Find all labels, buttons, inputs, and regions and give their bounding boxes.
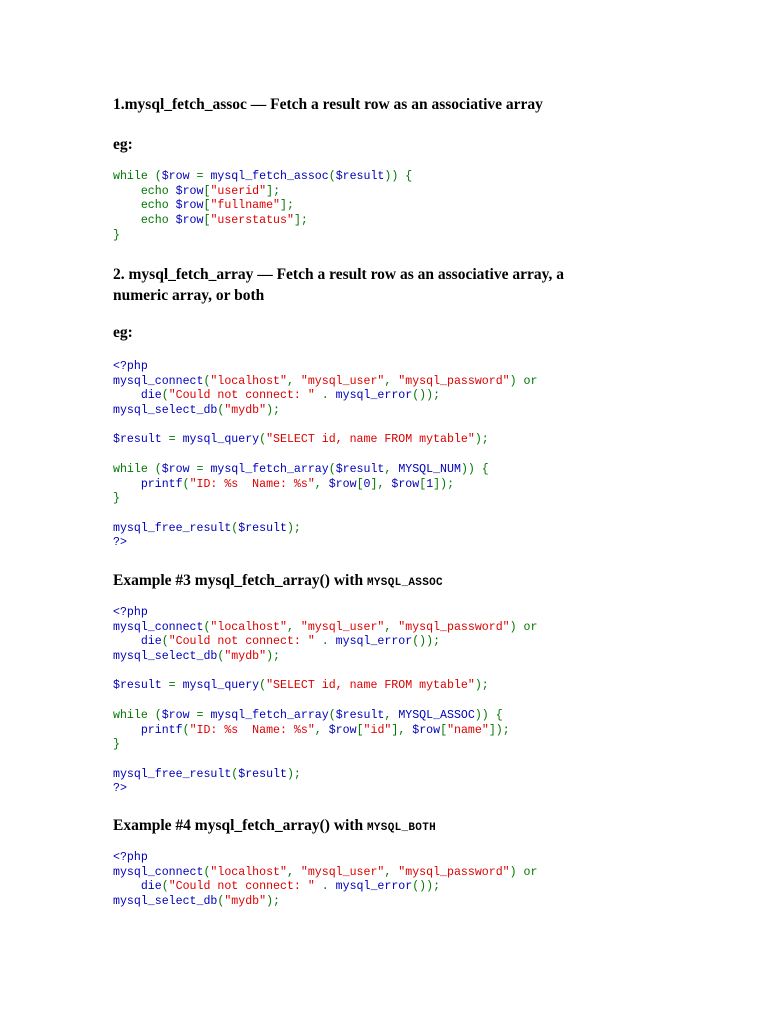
- code-token-default: $result: [238, 521, 287, 535]
- code-token-default: die: [140, 389, 162, 403]
- example-3-heading: [113, 570, 443, 594]
- code-token-default: $row: [328, 477, 357, 491]
- code-line: [113, 536, 537, 551]
- section-2-code-block: [113, 360, 537, 551]
- code-token-string: "SELECT id, name FROM mytable": [266, 433, 475, 447]
- code-token-keyword: )) {: [474, 708, 503, 722]
- code-token-keyword: );: [266, 404, 281, 418]
- code-line: [113, 522, 537, 537]
- code-token-keyword: ) or: [509, 620, 538, 634]
- code-token-keyword: )) {: [384, 170, 413, 183]
- code-token-keyword: }: [113, 492, 120, 506]
- code-token-keyword: (: [259, 433, 267, 447]
- code-token-keyword: ]);: [433, 477, 455, 491]
- code-token-default: ?>: [113, 782, 127, 796]
- code-token-default: $row: [412, 723, 441, 737]
- example-3-heading-text: Example #3 mysql_fetch_array() with: [113, 572, 367, 589]
- code-token-string: "Could not connect: ": [168, 635, 315, 649]
- code-token-keyword: );: [266, 650, 281, 664]
- code-token-keyword: (: [328, 462, 336, 476]
- code-token-keyword: [: [203, 199, 211, 213]
- code-line: [113, 478, 537, 493]
- code-token-string: "localhost": [210, 374, 287, 388]
- code-token-keyword: [113, 389, 141, 402]
- code-token-default: $row: [161, 170, 190, 183]
- code-token-string: "ID: %s Name: %s": [189, 477, 315, 491]
- code-token-default: die: [140, 635, 162, 649]
- code-token-default: die: [140, 880, 162, 894]
- code-token-default: mysql_free_result: [113, 521, 232, 535]
- code-token-string: "mydb": [224, 895, 267, 909]
- code-token-string: "mysql_user": [300, 865, 385, 879]
- code-token-keyword: ,: [384, 462, 399, 476]
- code-token-default: <?php: [113, 360, 148, 373]
- code-token-default: $row: [175, 184, 204, 198]
- code-token-keyword: [: [356, 723, 364, 737]
- code-token-default: printf: [140, 723, 183, 737]
- code-token-string: "userid": [210, 184, 267, 198]
- section-2-heading-line2: numeric array, or both: [113, 287, 265, 304]
- code-token-keyword: [113, 880, 141, 893]
- section-1-eg-label: eg:: [113, 136, 133, 153]
- code-token-keyword: ,: [384, 865, 399, 879]
- code-token-keyword: )) {: [460, 462, 489, 476]
- example-3-heading-constant: MYSQL_ASSOC: [367, 577, 443, 589]
- code-token-default: mysql_fetch_assoc: [210, 170, 329, 183]
- code-token-keyword: ) or: [509, 865, 538, 879]
- code-line: [113, 635, 537, 650]
- code-token-default: $row: [391, 477, 420, 491]
- code-token-string: "mysql_user": [300, 374, 385, 388]
- code-token-keyword: =: [161, 433, 183, 447]
- code-line: [113, 665, 537, 680]
- code-token-keyword: ());: [412, 880, 441, 894]
- code-token-keyword: }: [113, 228, 120, 242]
- code-token-keyword: ,: [314, 477, 329, 491]
- code-token-keyword: =: [161, 679, 183, 693]
- code-token-keyword: (: [203, 620, 211, 634]
- code-line: [113, 214, 412, 229]
- code-token-default: 1: [426, 477, 434, 491]
- code-token-default: mysql_error: [335, 635, 413, 649]
- code-token-string: "name": [447, 723, 489, 737]
- code-token-keyword: (: [161, 389, 169, 403]
- code-token-string: "id": [363, 723, 392, 737]
- code-token-keyword: );: [286, 521, 301, 535]
- code-token-default: mysql_free_result: [113, 767, 232, 781]
- code-token-keyword: ,: [384, 708, 399, 722]
- code-token-keyword: .: [314, 635, 336, 649]
- code-token-keyword: ];: [266, 184, 281, 198]
- code-line: [113, 694, 537, 709]
- code-line: [113, 507, 537, 522]
- code-token-keyword: (: [182, 477, 190, 491]
- code-token-string: "fullname": [210, 199, 281, 213]
- code-token-default: mysql_select_db: [113, 895, 218, 909]
- code-token-keyword: (: [203, 374, 211, 388]
- code-line: [113, 170, 412, 185]
- code-token-string: "Could not connect: ": [168, 880, 315, 894]
- code-token-default: 0: [363, 477, 371, 491]
- code-token-keyword: while: [113, 170, 148, 183]
- code-token-default: printf: [140, 477, 183, 491]
- code-token-keyword: );: [474, 679, 489, 693]
- code-token-default: mysql_error: [335, 880, 413, 894]
- code-token-keyword: ];: [280, 199, 294, 213]
- code-token-string: "mydb": [224, 404, 267, 418]
- section-2-eg-label: eg:: [113, 324, 133, 341]
- code-token-keyword: ,: [314, 723, 329, 737]
- code-token-keyword: [113, 478, 141, 491]
- code-line: [113, 229, 412, 244]
- code-line: [113, 360, 537, 375]
- code-token-keyword: (: [259, 679, 267, 693]
- code-token-keyword: (: [182, 723, 190, 737]
- code-line: [113, 621, 537, 636]
- code-token-default: $result: [238, 767, 287, 781]
- code-token-keyword: ,: [384, 620, 399, 634]
- code-line: [113, 419, 537, 434]
- section-1-code-block: [113, 170, 412, 243]
- code-token-default: <?php: [113, 606, 148, 619]
- code-line: [113, 679, 537, 694]
- code-token-string: "mysql_password": [398, 374, 510, 388]
- code-line: [113, 463, 537, 478]
- code-token-default: MYSQL_NUM: [398, 462, 461, 476]
- code-token-keyword: (: [231, 521, 239, 535]
- code-line: [113, 768, 537, 783]
- code-token-default: mysql_connect: [113, 374, 204, 388]
- code-token-keyword: [: [356, 477, 364, 491]
- code-line: [113, 492, 537, 507]
- code-line: [113, 433, 537, 448]
- code-token-keyword: .: [314, 389, 336, 403]
- code-token-keyword: (: [328, 170, 336, 183]
- code-token-default: mysql_query: [182, 433, 260, 447]
- code-token-string: "SELECT id, name FROM mytable": [266, 679, 475, 693]
- code-token-keyword: ());: [412, 635, 441, 649]
- code-token-keyword: (: [217, 650, 225, 664]
- code-token-string: "Could not connect: ": [168, 389, 315, 403]
- code-token-string: "mysql_password": [398, 865, 510, 879]
- example-3-code-block: [113, 606, 537, 797]
- code-token-default: $row: [161, 708, 190, 722]
- code-line: [113, 650, 537, 665]
- code-token-default: $row: [161, 462, 190, 476]
- code-token-keyword: echo: [113, 199, 176, 213]
- section-2-heading-line1: 2. mysql_fetch_array — Fetch a result row as an associative array, a: [113, 266, 565, 283]
- code-token-keyword: [113, 635, 141, 648]
- code-line: [113, 185, 412, 200]
- example-4-code-block: [113, 851, 537, 910]
- code-line: [113, 606, 537, 621]
- code-token-default: mysql_connect: [113, 865, 204, 879]
- code-token-default: mysql_select_db: [113, 404, 218, 418]
- code-token-keyword: (: [231, 767, 239, 781]
- code-token-string: "ID: %s Name: %s": [189, 723, 315, 737]
- code-token-keyword: .: [314, 880, 336, 894]
- code-token-string: "localhost": [210, 865, 287, 879]
- code-token-keyword: [: [203, 214, 211, 228]
- code-token-default: MYSQL_ASSOC: [398, 708, 475, 722]
- code-token-keyword: ());: [412, 389, 441, 403]
- code-token-string: "localhost": [210, 620, 287, 634]
- code-token-keyword: ,: [286, 865, 301, 879]
- code-line: [113, 404, 537, 419]
- code-token-keyword: ,: [384, 374, 399, 388]
- code-token-keyword: (: [161, 635, 169, 649]
- code-token-string: "userstatus": [210, 214, 294, 228]
- code-token-default: mysql_connect: [113, 620, 204, 634]
- example-4-heading: [113, 815, 436, 839]
- code-token-keyword: echo: [113, 214, 176, 228]
- code-token-string: "mysql_user": [300, 620, 385, 634]
- example-4-heading-text: Example #4 mysql_fetch_array() with: [113, 817, 367, 834]
- code-token-default: mysql_fetch_array: [210, 462, 329, 476]
- code-token-string: "mysql_password": [398, 620, 510, 634]
- code-token-keyword: [: [440, 723, 448, 737]
- code-token-default: $result: [113, 679, 162, 693]
- section-1-heading: 1.mysql_fetch_assoc — Fetch a result row as an associative array: [113, 96, 543, 113]
- code-token-default: $row: [328, 723, 357, 737]
- code-token-default: $result: [335, 170, 385, 183]
- code-token-keyword: (: [217, 404, 225, 418]
- code-token-keyword: while: [113, 708, 148, 722]
- code-token-default: mysql_error: [335, 389, 413, 403]
- code-token-default: <?php: [113, 851, 148, 864]
- code-token-default: mysql_query: [182, 679, 260, 693]
- code-line: [113, 448, 537, 463]
- code-line: [113, 753, 537, 768]
- code-token-keyword: ) or: [509, 374, 538, 388]
- code-token-keyword: );: [266, 895, 281, 909]
- code-line: [113, 738, 537, 753]
- code-line: [113, 389, 537, 404]
- code-token-default: $row: [175, 199, 204, 213]
- code-token-keyword: );: [286, 767, 301, 781]
- code-token-keyword: (: [203, 865, 211, 879]
- code-token-default: $row: [175, 214, 204, 228]
- code-token-default: $result: [335, 708, 385, 722]
- code-line: [113, 866, 537, 881]
- code-line: [113, 199, 412, 214]
- code-token-keyword: [113, 724, 141, 737]
- code-token-keyword: ],: [391, 723, 413, 737]
- code-token-keyword: echo: [113, 184, 176, 198]
- code-token-keyword: while: [113, 462, 148, 476]
- code-token-default: $result: [335, 462, 385, 476]
- code-line: [113, 782, 537, 797]
- code-token-keyword: (: [147, 462, 162, 476]
- code-token-keyword: =: [189, 170, 211, 183]
- code-token-keyword: [: [203, 184, 211, 198]
- code-token-keyword: ],: [370, 477, 392, 491]
- code-token-keyword: ,: [286, 374, 301, 388]
- code-line: [113, 724, 537, 739]
- code-token-keyword: (: [161, 880, 169, 894]
- code-token-default: mysql_fetch_array: [210, 708, 329, 722]
- code-token-default: mysql_select_db: [113, 650, 218, 664]
- code-token-string: "mydb": [224, 650, 267, 664]
- code-token-keyword: (: [147, 170, 162, 183]
- code-line: [113, 880, 537, 895]
- code-token-keyword: (: [217, 895, 225, 909]
- code-token-keyword: =: [189, 462, 211, 476]
- code-token-keyword: }: [113, 738, 120, 752]
- code-line: [113, 375, 537, 390]
- code-line: [113, 851, 537, 866]
- code-token-keyword: =: [189, 708, 211, 722]
- code-line: [113, 895, 537, 910]
- example-4-heading-constant: MYSQL_BOTH: [367, 822, 437, 834]
- code-token-default: $result: [113, 433, 162, 447]
- code-token-keyword: ,: [286, 620, 301, 634]
- code-token-default: ?>: [113, 536, 127, 550]
- code-token-keyword: [: [419, 477, 427, 491]
- code-token-keyword: );: [474, 433, 489, 447]
- code-token-keyword: (: [147, 708, 162, 722]
- code-token-keyword: ];: [293, 214, 308, 228]
- code-token-keyword: ]);: [488, 723, 510, 737]
- code-token-keyword: (: [328, 708, 336, 722]
- code-line: [113, 709, 537, 724]
